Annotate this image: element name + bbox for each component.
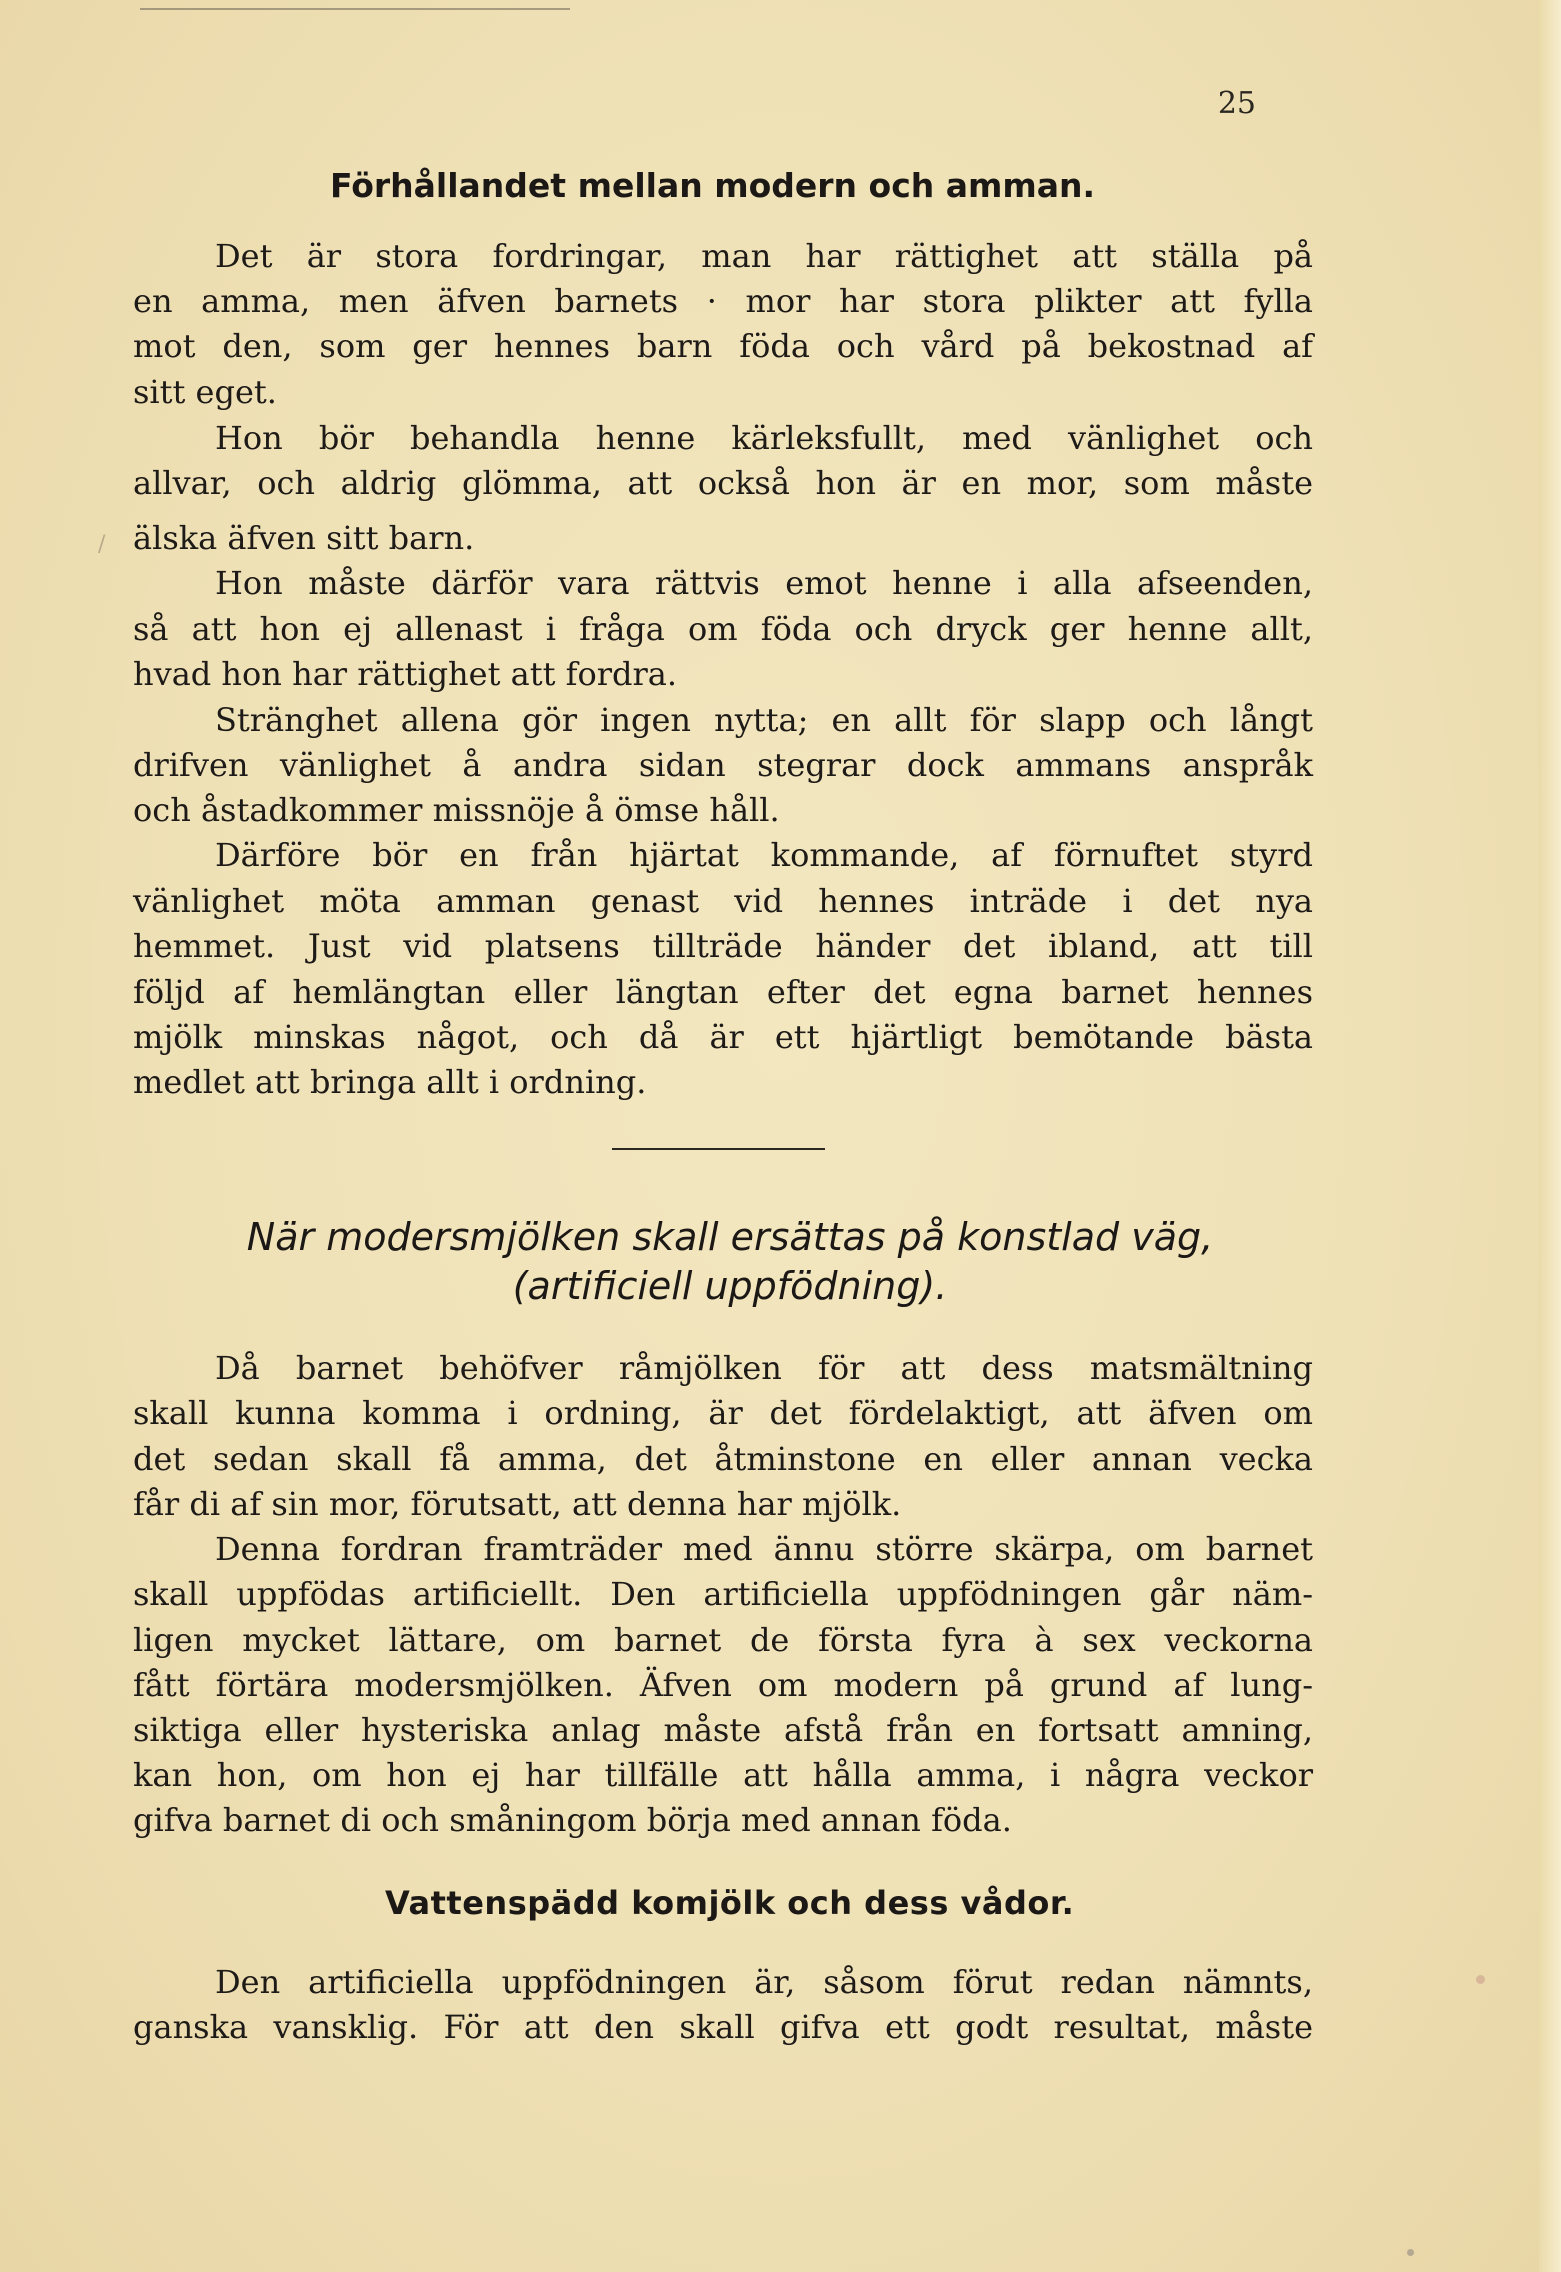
paragraph-line: Det är stora fordringar, man har rättighet att ställa på <box>215 237 1313 275</box>
section-heading-artificial-feeding-sub: (artificiell uppfödning). <box>512 1264 948 1308</box>
paragraph-line: hvad hon har rättighet att fordra. <box>133 655 678 693</box>
paragraph-line: medlet att bringa allt i ordning. <box>133 1063 647 1101</box>
paragraph-line: en amma, men äfven barnets · mor har stora plikter att fylla <box>133 282 1313 320</box>
paragraph-line: gifva barnet di och småningom börja med annan föda. <box>133 1801 1012 1839</box>
paragraph-line: mot den, som ger hennes barn föda och vård på bekostnad af <box>133 327 1313 365</box>
margin-mark: / <box>98 532 106 557</box>
paragraph-line: följd af hemlängtan eller längtan efter det egna barnet hennes <box>133 973 1313 1011</box>
paragraph-line: Hon bör behandla henne kärleksfullt, med vänlighet och <box>215 419 1313 457</box>
paragraph-line: ganska vansklig. För att den skall gifva ett godt resultat, måste <box>133 2008 1313 2046</box>
paragraph-line: Denna fordran framträder med ännu större skärpa, om barnet <box>215 1530 1313 1568</box>
paragraph-line: allvar, och aldrig glömma, att också hon är en mor, som måste <box>133 464 1313 502</box>
paragraph-line: det sedan skall få amma, det åtminstone en eller annan vecka <box>133 1440 1313 1478</box>
section-divider <box>612 1148 825 1150</box>
ink-spot <box>1407 2249 1414 2256</box>
section-heading-artificial-feeding: När modersmjölken skall ersättas på konstlad väg, <box>246 1215 1214 1259</box>
section-heading-diluted-milk: Vattenspädd komjölk och dess vådor. <box>385 1884 1075 1922</box>
paragraph-line: Då barnet behöfver råmjölken för att dess matsmältning <box>215 1349 1313 1387</box>
paragraph-line: Den artificiella uppfödningen är, såsom förut redan nämnts, <box>215 1963 1313 2001</box>
paragraph-line: drifven vänlighet å andra sidan stegrar dock ammans anspråk <box>133 746 1313 784</box>
paragraph-line: Hon måste därför vara rättvis emot henne i alla afseenden, <box>215 564 1313 602</box>
paragraph-line: Därföre bör en från hjärtat kommande, af förnuftet styrd <box>215 836 1313 874</box>
paragraph-line: älska äfven sitt barn. <box>133 519 475 557</box>
paragraph-line: siktiga eller hysteriska anlag måste afstå från en fortsatt amning, <box>133 1711 1313 1749</box>
paragraph-line: mjölk minskas något, och då är ett hjärtligt bemötande bästa <box>133 1018 1313 1056</box>
section-heading-mother-nurse: Förhållandet mellan modern och amman. <box>330 166 1096 205</box>
page-number: 25 <box>1217 86 1256 121</box>
paragraph-line: fått förtära modersmjölken. Äfven om modern på grund af lung- <box>133 1666 1313 1704</box>
ink-spot <box>1476 1975 1485 1984</box>
page-edge <box>1539 0 1561 2272</box>
paragraph-line: så att hon ej allenast i fråga om föda och dryck ger henne allt, <box>133 610 1313 648</box>
paragraph-line: skall uppfödas artificiellt. Den artificiella uppfödningen går näm- <box>133 1575 1313 1613</box>
paragraph-line: kan hon, om hon ej har tillfälle att hålla amma, i några veckor <box>133 1756 1313 1794</box>
paragraph-line: skall kunna komma i ordning, är det fördelaktigt, att äfven om <box>133 1394 1313 1432</box>
paragraph-line: Stränghet allena gör ingen nytta; en allt för slapp och långt <box>215 701 1313 739</box>
paragraph-line: sitt eget. <box>133 373 277 411</box>
top-edge-rule <box>140 8 570 10</box>
paragraph-line: vänlighet möta amman genast vid hennes inträde i det nya <box>133 882 1313 920</box>
paragraph-line: hemmet. Just vid platsens tillträde händer det ibland, att till <box>133 927 1313 965</box>
paragraph-line: får di af sin mor, förutsatt, att denna har mjölk. <box>133 1485 902 1523</box>
paragraph-line: ligen mycket lättare, om barnet de första fyra à sex veckorna <box>133 1621 1313 1659</box>
paragraph-line: och åstadkommer missnöje å ömse håll. <box>133 791 780 829</box>
